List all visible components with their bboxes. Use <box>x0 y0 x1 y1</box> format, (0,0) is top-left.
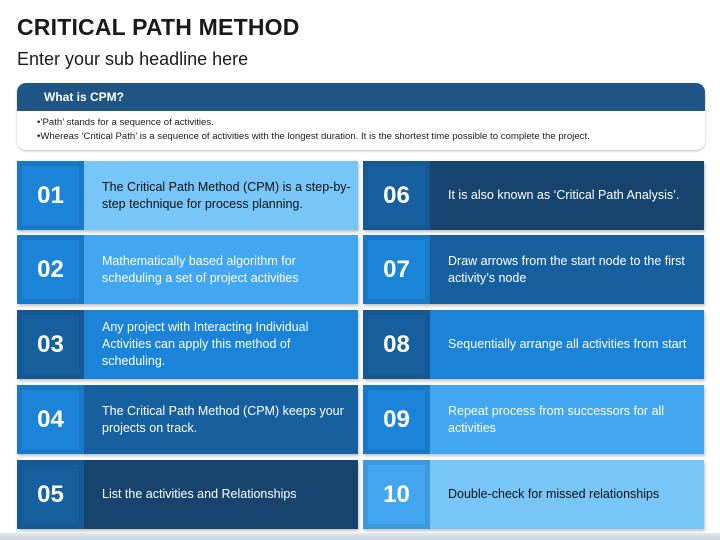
step-number-box <box>363 460 430 529</box>
step-number: 09 <box>368 390 425 449</box>
step-number: 08 <box>368 315 425 374</box>
step-card-09 <box>363 385 704 454</box>
step-text: The Critical Path Method (CPM) is a step-by-step technique for process planning. <box>102 179 351 211</box>
step-text: Double-check for missed relationships <box>448 487 660 501</box>
page-subtitle: Enter your sub headline here <box>17 49 249 69</box>
step-text: List the activities and Relationships <box>102 487 297 501</box>
step-card-08 <box>363 310 704 379</box>
step-card-04 <box>17 385 358 454</box>
step-number-box <box>363 235 430 304</box>
step-number: 01 <box>22 166 79 225</box>
info-bullet: •Whereas ‘Critical Path’ is a sequence of activities with the longest duration. It is the shortest time possible to complete the project. <box>37 131 590 142</box>
step-card-06 <box>363 161 704 230</box>
step-text: Any project with Interacting Individual Activities can apply this method of scheduling. <box>102 320 309 368</box>
info-body <box>17 111 705 144</box>
page-title: CRITICAL PATH METHOD <box>17 14 300 40</box>
step-number: 05 <box>22 465 79 524</box>
info-bullet: •‘Path’ stands for a sequence of activities. <box>37 117 214 128</box>
step-text: Draw arrows from the start node to the first activity’s node <box>448 253 685 285</box>
step-text: Mathematically based algorithm for scheduling a set of project activities <box>102 253 299 285</box>
step-number-box <box>17 460 84 529</box>
step-text: Repeat process from successors for all activities <box>448 403 665 435</box>
step-text: Sequentially arrange all activities from start <box>448 337 687 351</box>
step-number-box <box>363 161 430 230</box>
step-number-box <box>363 310 430 379</box>
step-number: 10 <box>368 465 425 524</box>
step-card-02 <box>17 235 358 304</box>
step-number: 03 <box>22 315 79 374</box>
step-text: The Critical Path Method (CPM) keeps your projects on track. <box>102 403 344 435</box>
step-card-01 <box>17 161 358 230</box>
step-number-box <box>363 385 430 454</box>
step-number: 07 <box>368 240 425 299</box>
step-card-10 <box>363 460 704 529</box>
step-number-box <box>17 235 84 304</box>
footer-bar <box>0 533 720 540</box>
step-card-03 <box>17 310 358 379</box>
step-number: 04 <box>22 390 79 449</box>
step-text: It is also known as ‘Critical Path Analysis’. <box>448 188 680 202</box>
info-heading: What is CPM? <box>17 83 705 111</box>
cpm-info-box <box>17 83 705 150</box>
step-number-box <box>17 385 84 454</box>
step-card-05 <box>17 460 358 529</box>
step-number-box <box>17 161 84 230</box>
step-number: 06 <box>368 166 425 225</box>
step-number-box <box>17 310 84 379</box>
step-card-07 <box>363 235 704 304</box>
step-number: 02 <box>22 240 79 299</box>
